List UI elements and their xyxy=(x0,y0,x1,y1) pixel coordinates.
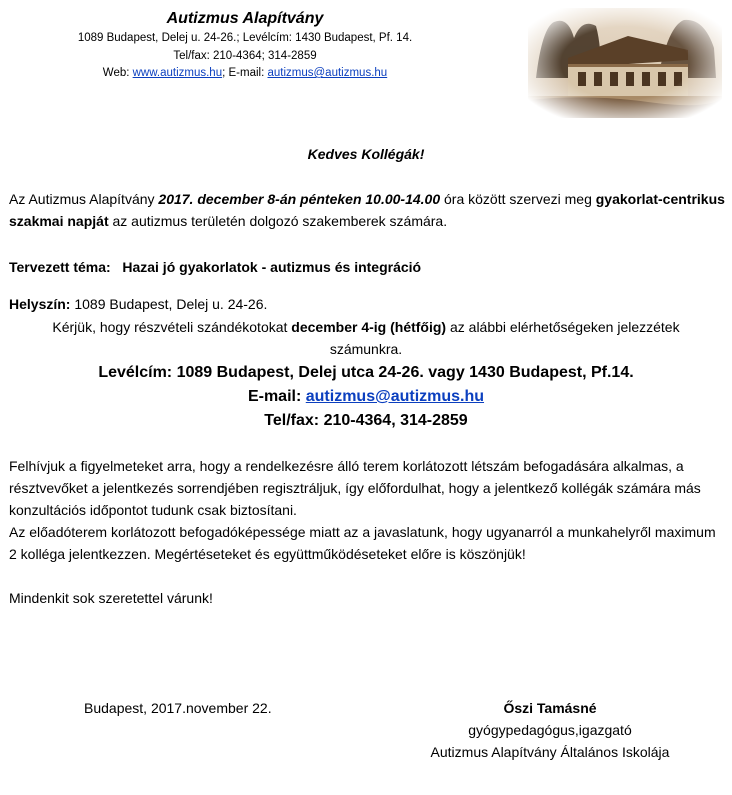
topic-value: Hazai jó gyakorlatok - autizmus és integráció xyxy=(122,259,422,275)
web-link[interactable]: www.autizmus.hu xyxy=(132,67,223,79)
signature-block xyxy=(400,697,700,763)
registration-deadline: december 4-ig (hétfőig) xyxy=(291,319,447,335)
venue-label: Helyszín: xyxy=(9,296,71,312)
event-date: 2017. december 8-án pénteken 10.00-14.00 xyxy=(158,191,441,207)
request-text-2: az alábbi elérhetőségeken jelezzétek számunkra. xyxy=(329,319,680,357)
notice-limit: Az előadóterem korlátozott befogadóképessége miatt az a javaslatunk, hogy ugyanarról a munkahelyről maximum 2 kolléga jelentkezzen. Megértéseteket és együttműködéseteket előre is köszönjük! xyxy=(9,524,716,562)
building-photo xyxy=(528,8,722,118)
registration-request xyxy=(20,316,712,360)
contact-email-label: E-mail: xyxy=(247,388,306,405)
web-label: Web: xyxy=(102,67,133,79)
intro-text-3: az autizmus területén dolgozó szakemberek számára. xyxy=(108,213,448,229)
request-text-1: Kérjük, hogy részvételi szándékotokat xyxy=(52,319,292,335)
contact-tel: Tel/fax: 210-4364, 314-2859 xyxy=(264,412,468,429)
address-line: 1089 Budapest, Delej u. 24-26.; Levélcím: 1430 Budapest, Pf. 14. xyxy=(77,32,413,44)
event-type: gyakorlat-centrikus szakmai napját xyxy=(9,191,725,229)
signer-org: Autizmus Alapítvány Általános Iskolája xyxy=(430,744,670,760)
contact-email-line xyxy=(0,384,732,409)
topic-line xyxy=(9,256,725,278)
topic-label: Tervezett téma: xyxy=(9,259,111,275)
web-email-line xyxy=(0,65,490,83)
postal-address: Levélcím: 1089 Budapest, Delej utca 24-26. vagy 1430 Budapest, Pf.14. xyxy=(98,364,634,381)
org-name: Autizmus Alapítvány xyxy=(166,10,324,27)
email-link[interactable]: autizmus@autizmus.hu xyxy=(267,67,388,79)
email-label: ; E-mail: xyxy=(222,67,268,79)
place-date: Budapest, 2017.november 22. xyxy=(84,700,272,716)
signer-name: Őszi Tamásné xyxy=(503,700,597,716)
greeting: Kedves Kollégák! xyxy=(307,146,425,162)
tel-line: Tel/fax: 210-4364; 314-2859 xyxy=(173,49,317,62)
notice-capacity: Felhívjuk a figyelmeteket arra, hogy a rendelkezésre álló terem korlátozott létszám befogadására alkalmas, a résztvevőket a jelentkezés sorrendjében regisztráljuk, így előfordulhat, hogy a jelentkező kollégák számára más konzultációs időpontot tudunk csak biztosítani. xyxy=(9,458,701,518)
intro-paragraph xyxy=(9,188,725,232)
intro-text-2: óra között szervezi meg xyxy=(440,191,596,207)
letterhead xyxy=(0,8,490,83)
signer-title: gyógypedagógus,igazgató xyxy=(468,722,632,738)
intro-text-1: Az Autizmus Alapítvány xyxy=(9,191,159,207)
contact-email-link[interactable]: autizmus@autizmus.hu xyxy=(305,388,485,405)
venue-value: 1089 Budapest, Delej u. 24-26. xyxy=(70,296,268,312)
closing-line: Mindenkit sok szeretettel várunk! xyxy=(9,590,213,606)
venue-line xyxy=(9,293,725,315)
